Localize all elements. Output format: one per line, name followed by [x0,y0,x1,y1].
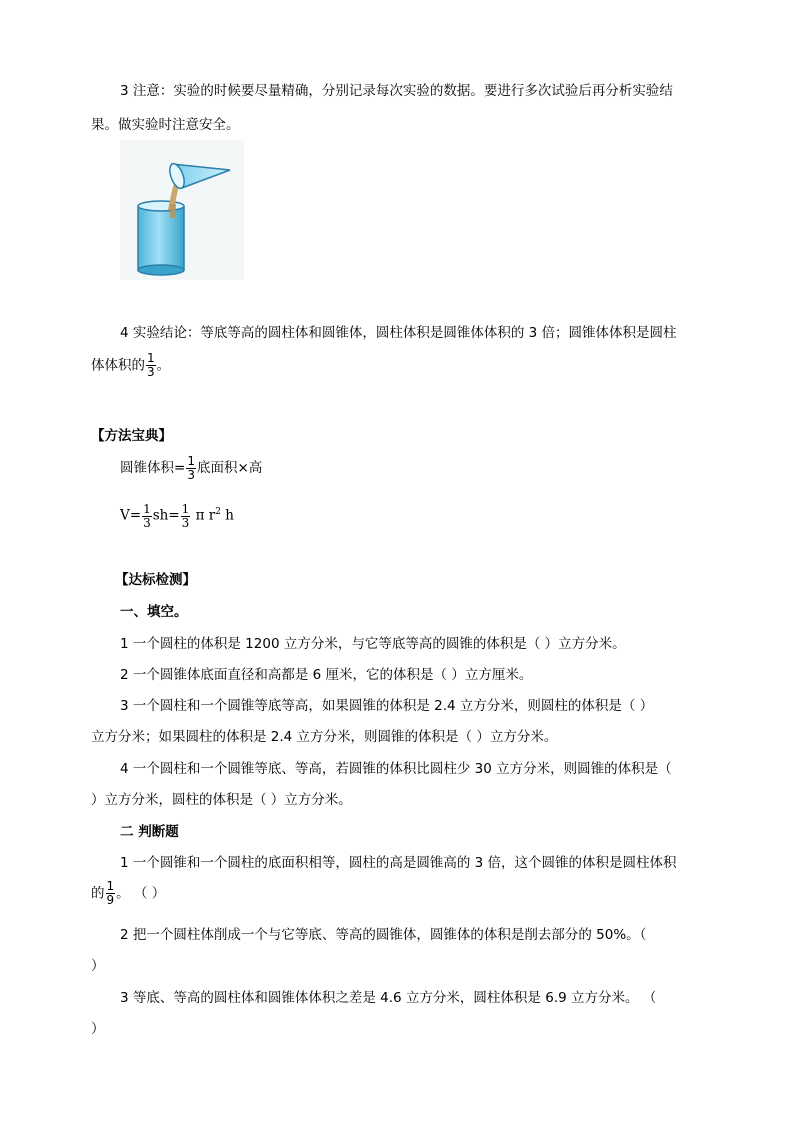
item4-line2-post: 。 [156,357,171,374]
fill-q1: 1 一个圆柱的体积是 1200 立方分米，与它等底等高的圆锥的体积是（ ）立方分米。 [120,636,626,652]
formula1-pre: 圆锥体积= [120,460,186,476]
formula2-superscript: 2 [215,507,221,517]
judge-q3-line1: 3 等底、等高的圆柱体和圆锥体体积之差是 4.6 立方分米，圆柱体积是 6.9 立方分米。 （ [120,990,657,1006]
judge-q1-post: 。 （ ） [116,885,166,902]
fraction-one-third: $\frac{1}{3}$ [147,351,155,379]
item3-line2: 果。做实验时注意安全。 [91,117,240,133]
formula2-v: V= [120,507,142,524]
formula-2 [120,497,234,531]
formula2-h: h [220,507,234,524]
judge-q1-line2 [91,880,165,907]
item4-line2 [91,352,170,379]
fill-q4-line2: ）立方分米，圆柱的体积是（ ）立方分米。 [91,792,352,808]
item3-line1: 3 注意：实验的时候要尽量精确，分别记录每次实验的数据。要进行多次试验后再分析实验结 [120,83,673,99]
method-heading: 【方法宝典】 [91,428,172,444]
fill-q4-line1: 4 一个圆柱和一个圆锥等底、等高，若圆锥的体积比圆柱少 30 立方分米，则圆锥的体积是（ [120,761,672,777]
test-heading: 【达标检测】 [115,572,196,588]
item4-line1: 4 实验结论：等底等高的圆柱体和圆锥体，圆柱体积是圆锥体体积的 3 倍；圆锥体体积是圆柱 [120,325,677,341]
item4-line2-pre: 体体积的 [91,357,145,374]
judge-q1-line1: 1 一个圆锥和一个圆柱的底面积相等，圆柱的高是圆锥高的 3 倍，这个圆锥的体积是圆柱体积 [120,855,677,871]
formula1-fraction: $\frac{1}{3}$ [187,453,195,482]
formula2-mid: sh= [152,507,180,524]
fill-heading: 一、填空。 [120,604,188,620]
formula2-pi-r: π r [191,507,216,524]
judge-heading: 二 判断题 [120,824,179,840]
fraction-one-ninth: $\frac{1}{9}$ [106,879,115,907]
fill-q3-line2: 立方分米；如果圆柱的体积是 2.4 立方分米，则圆锥的体积是（ ）立方分米。 [91,729,558,745]
formula2-fraction2: $\frac{1}{3}$ [181,501,190,530]
formula2-fraction1: $\frac{1}{3}$ [143,501,151,530]
judge-q2-line2: ） [91,958,105,974]
judge-q2-line1: 2 把一个圆柱体削成一个与它等底、等高的圆锥体，圆锥体的体积是削去部分的 50%。（ [120,927,647,943]
formula-1 [120,453,262,483]
formula1-post: 底面积×高 [196,460,263,476]
fill-q3-line1: 3 一个圆柱和一个圆锥等底等高，如果圆锥的体积是 2.4 立方分米，则圆柱的体积是（ ） [120,698,654,714]
fill-q2: 2 一个圆锥体底面直径和高都是 6 厘米，它的体积是（ ）立方厘米。 [120,667,533,683]
judge-q1-pre: 的 [91,885,105,902]
cone-pouring-illustration [120,140,244,280]
judge-q3-line2: ） [91,1021,105,1037]
